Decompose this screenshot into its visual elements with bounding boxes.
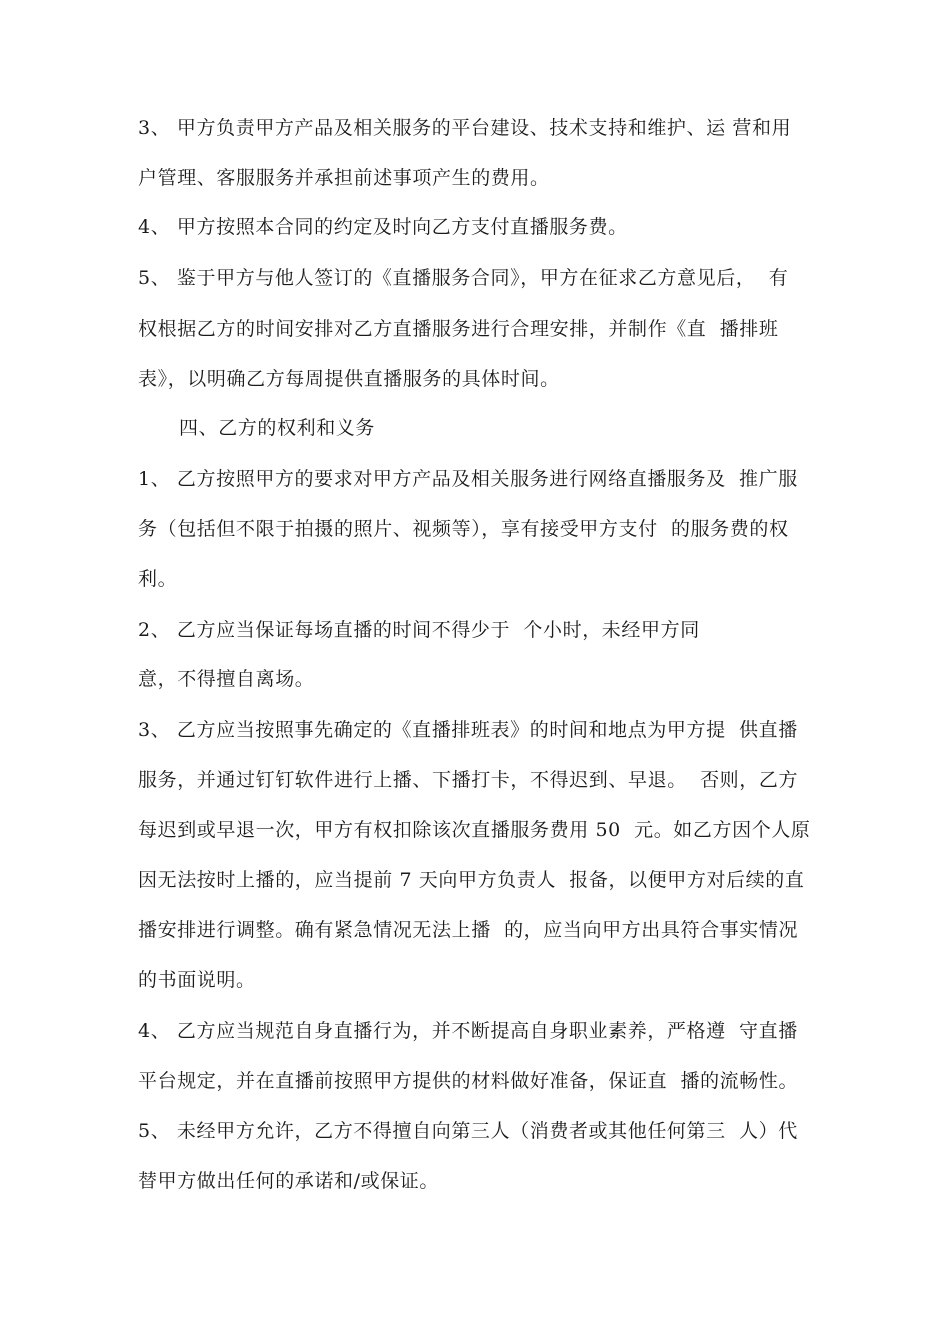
section4-clause-4-line-2: 平台规定，并在直播前按照甲方提供的材料做好准备，保证直 播的流畅性。: [138, 1070, 799, 1092]
section4-clause-3-line-2: 服务，并通过钉钉软件进行上播、下播打卡，不得迟到、早退。 否则，乙方: [138, 769, 799, 791]
section4-clause-3-line-5: 播安排进行调整。确有紧急情况无法上播 的，应当向甲方出具符合事实情况: [138, 919, 799, 941]
clause-5-line-2: 权根据乙方的时间安排对乙方直播服务进行合理安排，并制作《直 播排班: [138, 318, 779, 340]
section4-clause-3-line-1: 3、 乙方应当按照事先确定的《直播排班表》的时间和地点为甲方提 供直播: [138, 719, 798, 741]
clause-5-line-1: 5、 鉴于甲方与他人签订的《直播服务合同》，甲方在征求乙方意见后， 有: [138, 267, 789, 289]
section4-clause-1-line-2: 务（包括但不限于拍摄的照片、视频等），享有接受甲方支付 的服务费的权: [138, 518, 789, 540]
clause-3-line-2: 户管理、客服服务并承担前述事项产生的费用。: [138, 167, 550, 189]
section4-clause-2-line-2: 意，不得擅自离场。: [138, 668, 315, 690]
section4-clause-3-line-6: 的书面说明。: [138, 969, 256, 991]
clause-5-line-3: 表》，以明确乙方每周提供直播服务的具体时间。: [138, 368, 560, 390]
section4-clause-1-line-3: 利。: [138, 568, 178, 590]
clause-3-line-1: 3、 甲方负责甲方产品及相关服务的平台建设、技术支持和维护、运 营和用: [138, 117, 792, 139]
section4-clause-4-line-1: 4、 乙方应当规范自身直播行为，并不断提高自身职业素养，严格遵 守直播: [138, 1020, 798, 1042]
section4-clause-3-line-4: 因无法按时上播的，应当提前 7 天向甲方负责人 报备，以便甲方对后续的直: [138, 869, 805, 891]
clause-4-line-1: 4、 甲方按照本合同的约定及时向乙方支付直播服务费。: [138, 216, 628, 238]
section4-clause-5-line-2: 替甲方做出任何的承诺和/或保证。: [138, 1170, 440, 1192]
section4-clause-2-line-1: 2、 乙方应当保证每场直播的时间不得少于 个小时，未经甲方同: [138, 619, 700, 641]
section4-clause-3-line-3: 每迟到或早退一次，甲方有权扣除该次直播服务费用 50 元。如乙方因个人原: [138, 819, 811, 841]
section4-clause-1-line-1: 1、 乙方按照甲方的要求对甲方产品及相关服务进行网络直播服务及 推广服: [138, 468, 798, 490]
section4-clause-5-line-1: 5、 未经甲方允许，乙方不得擅自向第三人（消费者或其他任何第三 人）代: [138, 1120, 798, 1142]
section-heading: 四、乙方的权利和义务: [179, 417, 376, 439]
